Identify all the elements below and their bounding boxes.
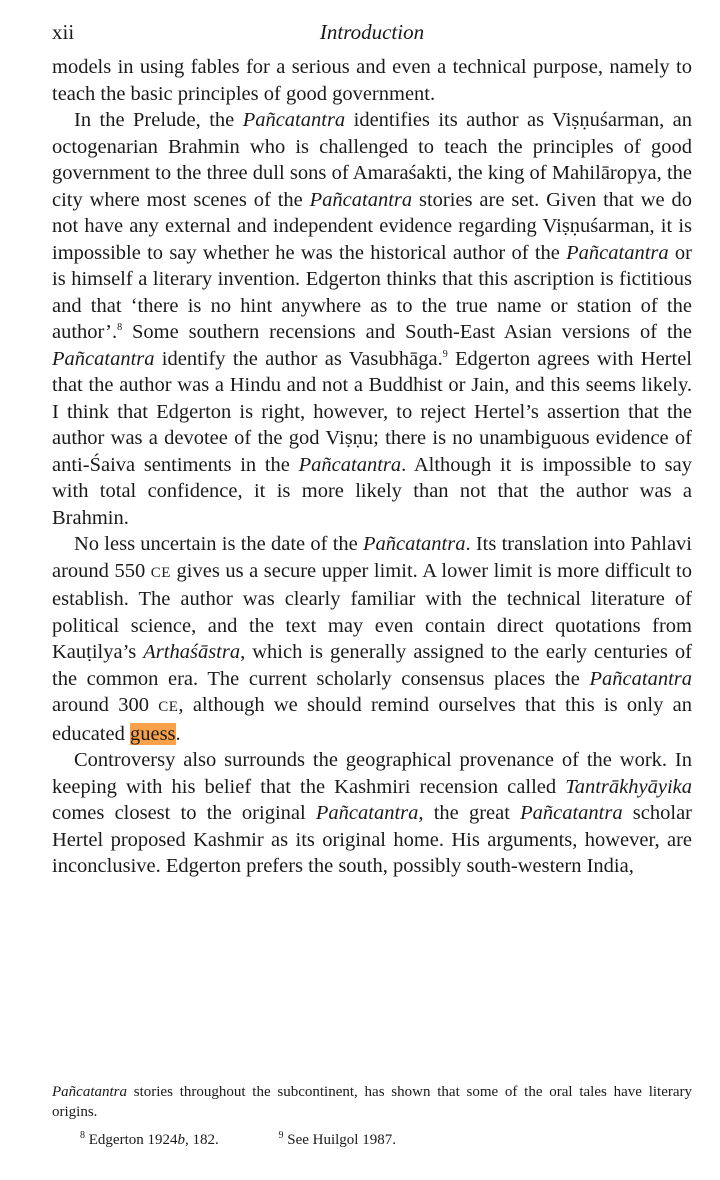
- title-italic: Tantrākhyāyika: [565, 775, 692, 798]
- text-segment: stories throughout the subcontinent, has shown that some of the oral tales have literary origins.: [52, 1084, 692, 1120]
- title-italic: Pañcatantra: [309, 188, 413, 211]
- page-number: xii: [52, 20, 75, 44]
- text-segment: scholar Hertel proposed Kashmir as its original home. His arguments, however, are inconclusive. Edgerton prefers the south, possibly south-western India,: [52, 802, 692, 877]
- text-segment: around 300: [52, 694, 159, 716]
- title-italic: Pañcatantra: [589, 667, 692, 690]
- running-head: [52, 16, 692, 48]
- title-italic: Pañcatantra: [52, 347, 155, 370]
- footnote-text-italic: b: [177, 1132, 185, 1148]
- footnote-text: See Huilgol 1987.: [287, 1132, 396, 1148]
- text-segment: models in using fables for a serious and even a technical purpose, namely to teach the basic principles of good government.: [52, 56, 692, 105]
- footnote-row: [52, 1130, 692, 1150]
- footnotes: [52, 1082, 692, 1150]
- text-segment: In the Prelude, the: [74, 109, 243, 131]
- text-segment: . Its translation into Pahlavi around 550: [52, 533, 692, 582]
- text-segment: comes closest to the original: [52, 802, 316, 824]
- text-segment: , the great: [418, 802, 521, 824]
- title-italic: Pañcatantra: [242, 109, 346, 131]
- running-title: Introduction: [319, 20, 425, 44]
- text-segment: . Although it is impossible to say with total confidence, it is more likely than not that the author was a Brahmin.: [52, 453, 692, 529]
- body-text: [52, 54, 692, 880]
- footnote-ref-8[interactable]: 8: [117, 322, 123, 334]
- text-segment: identify the author as Vasubhāga.: [154, 347, 443, 370]
- title-italic: Pañcatantra: [315, 802, 419, 824]
- text-segment: Controversy also surrounds the geographical provenance of the work. In keeping with his belief that the Kashmiri recension called: [52, 749, 692, 798]
- footnote-text: Edgerton 1924: [88, 1132, 178, 1148]
- title-italic: Pañcatantra: [298, 453, 402, 476]
- footnote-marker: 9: [278, 1130, 284, 1141]
- paragraph-2: [52, 107, 692, 531]
- paragraph-4: [52, 747, 692, 880]
- highlighted-word[interactable]: guess: [129, 722, 176, 745]
- paragraph-1: [52, 54, 692, 107]
- text-segment: or is himself a literary invention. Edgerton thinks that this ascription is fictitious and that ‘there is no hint anywhere as to the true name or station of the author’.: [52, 241, 693, 343]
- footnote-marker: 8: [80, 1130, 85, 1141]
- text-segment: identifies its author as Viṣṇuśarman, an octogenarian Brahmin who is challenged to teach the principles of good government to the three dull sons of Amaraśakti, the king of Mahilāropya, the city where most scenes of the: [52, 109, 692, 211]
- text-segment: .: [175, 722, 181, 745]
- text-segment: Edgerton agrees with Hertel that the author was a Hindu and not a Buddhist or Jain, and this seems likely. I think that Edgerton is right, however, to reject Hertel’s assertion that the author was a devotee of the god Viṣṇu; there is no unambiguous evidence of anti-Śaiva sentiments in the: [52, 347, 692, 476]
- footnote-continuation: [52, 1082, 692, 1122]
- title-italic: Pañcatantra: [362, 533, 466, 555]
- text-segment: stories are set. Given that we do not have any external and independent evidence regarding Viṣṇuśarman, it is impossible to say whether he was the historical author of the: [52, 188, 693, 264]
- title-italic: Arthaśāstra: [143, 641, 241, 663]
- paragraph-3: [52, 531, 692, 747]
- text-segment: , which is generally assigned to the early centuries of the common era. The current scholarly consensus places the: [52, 641, 692, 690]
- footnote-text: , 182.: [184, 1132, 219, 1148]
- title-italic: Pañcatantra: [520, 802, 623, 824]
- era-abbrev: CE: [158, 699, 179, 715]
- title-italic: Pañcatantra: [52, 1084, 127, 1100]
- footnote-9: [278, 1130, 396, 1150]
- footnote-8: [80, 1130, 219, 1150]
- text-segment: Some southern recensions and South-East Asian versions of the: [122, 321, 692, 343]
- text-segment: gives us a secure upper limit. A lower limit is more difficult to establish. The author was clearly familiar with the technical literature of political science, and the text may even contain direct quotations from Kauṭilya’s: [52, 559, 693, 663]
- title-italic: Pañcatantra: [566, 241, 669, 264]
- era-abbrev: CE: [150, 564, 171, 581]
- text-segment: , although we should remind ourselves that this is only an educated: [52, 694, 692, 745]
- text-segment: No less uncertain is the date of the: [74, 533, 363, 555]
- footnote-ref-9[interactable]: 9: [442, 348, 448, 360]
